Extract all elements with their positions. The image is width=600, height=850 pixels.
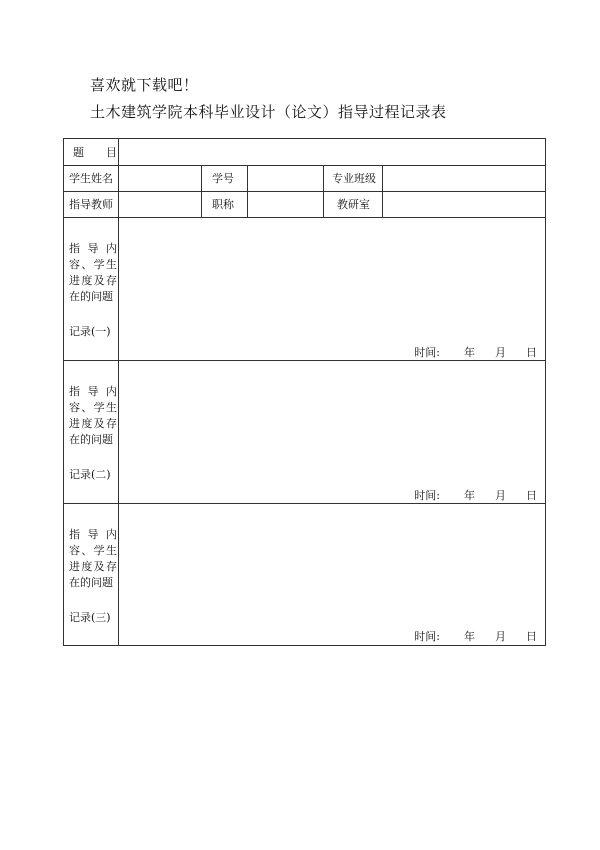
day-label: 日 (526, 489, 537, 502)
record-content-label: 指 导 内容、学生进度及存在的问题 (69, 528, 117, 589)
column-divider (323, 165, 324, 217)
time-label: 时间: (414, 630, 440, 643)
record-number-label: 记录(一) (69, 325, 111, 338)
guidance-record-form (63, 138, 546, 646)
time-label: 时间: (414, 346, 440, 359)
record-date (414, 628, 537, 644)
year-label: 年 (464, 489, 475, 502)
record-date (414, 344, 537, 360)
record-number-label: 记录(三) (69, 611, 111, 624)
advisor-field[interactable] (119, 192, 201, 217)
record-content-area[interactable] (119, 218, 545, 360)
record-content-area[interactable] (119, 504, 545, 646)
record-content-label: 指 导 内容、学生进度及存在的问题 (69, 385, 117, 446)
column-divider (201, 165, 202, 217)
position-field[interactable] (248, 192, 323, 217)
student-name-field[interactable] (119, 166, 201, 191)
title-label: 题 目 (73, 146, 117, 159)
advisor-label: 指导教师 (69, 198, 113, 211)
form-title: 土木建筑学院本科毕业设计（论文）指导过程记录表 (90, 103, 447, 121)
day-label: 日 (526, 630, 537, 643)
header-line-download: 喜欢就下载吧！ (90, 76, 199, 94)
office-label: 教研室 (337, 198, 370, 211)
month-label: 月 (495, 346, 506, 359)
record-content-area[interactable] (119, 361, 545, 503)
office-field[interactable] (383, 192, 545, 217)
day-label: 日 (526, 346, 537, 359)
title-field[interactable] (119, 139, 545, 165)
year-label: 年 (464, 630, 475, 643)
major-class-field[interactable] (383, 166, 545, 191)
position-label: 职称 (212, 198, 234, 211)
major-class-label: 专业班级 (332, 172, 376, 185)
time-label: 时间: (414, 489, 440, 502)
year-label: 年 (464, 346, 475, 359)
student-name-label: 学生姓名 (69, 172, 113, 185)
student-id-field[interactable] (248, 166, 323, 191)
month-label: 月 (495, 630, 506, 643)
month-label: 月 (495, 489, 506, 502)
record-date (414, 487, 537, 503)
student-id-label: 学号 (212, 172, 234, 185)
record-number-label: 记录(二) (69, 468, 111, 481)
record-content-label: 指 导 内容、学生进度及存在的问题 (69, 242, 117, 303)
